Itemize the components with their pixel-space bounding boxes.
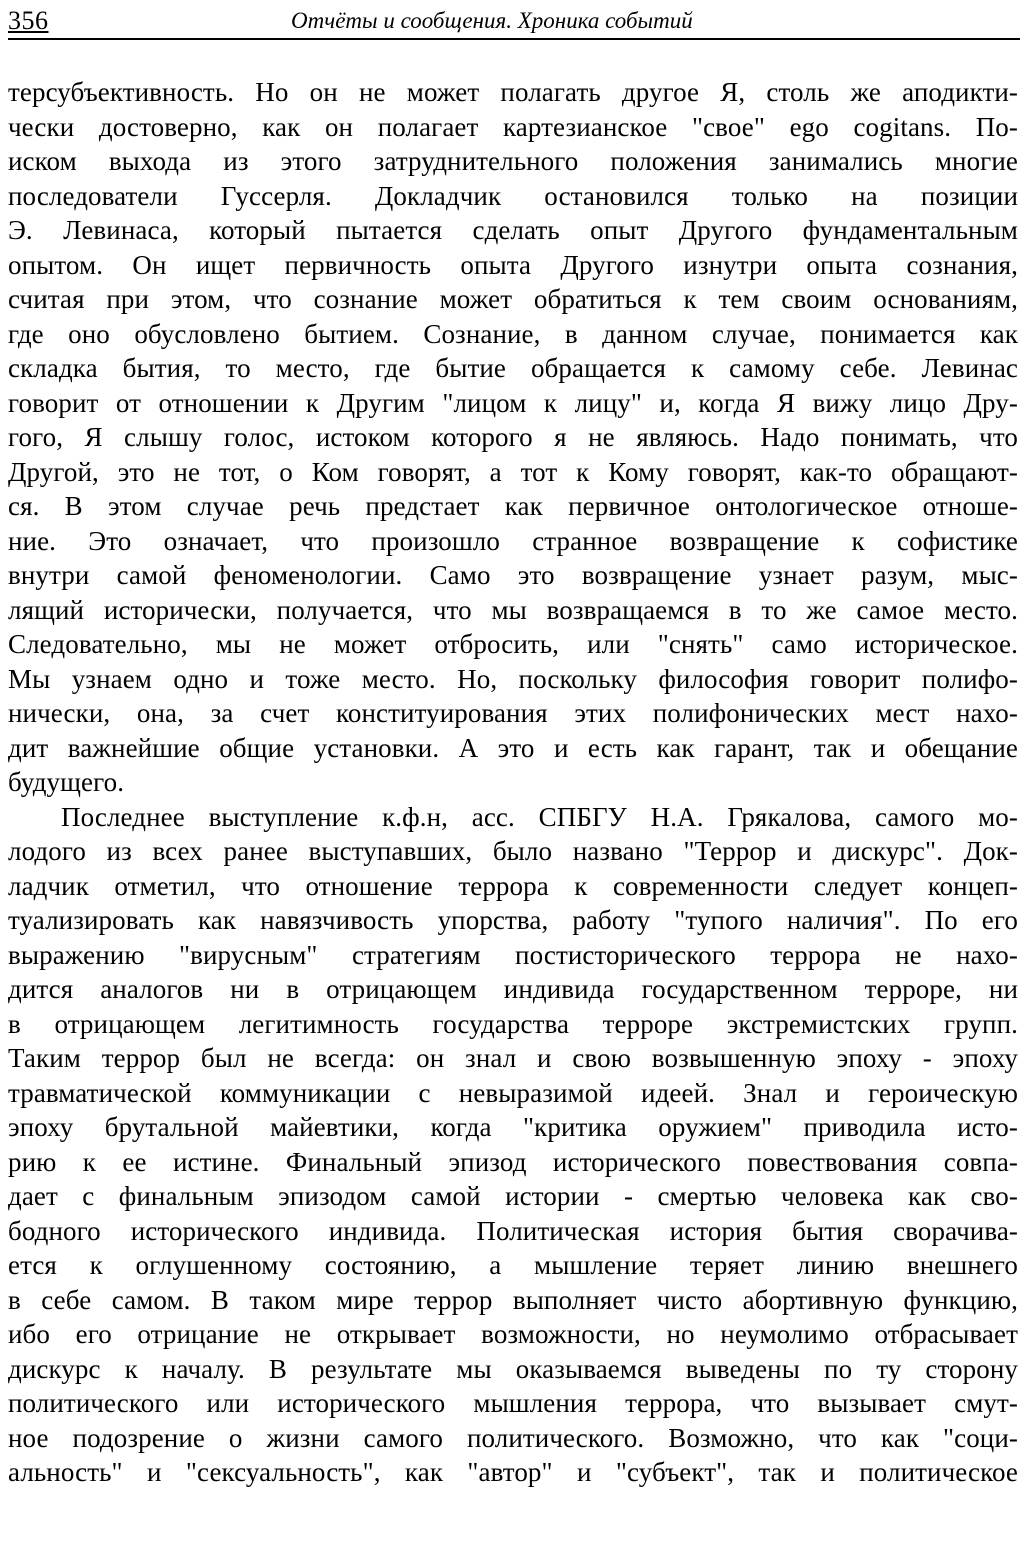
text-line: ибо его отрицание не открывает возможности, но неумолимо отбрасывает: [8, 1319, 1018, 1349]
text-line: дает с финальным эпизодом самой истории - смертью человека как сво-: [8, 1181, 1018, 1211]
text-line: политического или исторического мышления террора, что вызывает смут-: [8, 1388, 1018, 1418]
text-line: терсубъективность. Но он не может полагать другое Я, столь же аподикти-: [8, 77, 1018, 107]
page-number: 356: [8, 6, 49, 35]
text-line: Таким террор был не всегда: он знал и свою возвышенную эпоху - эпоху: [8, 1043, 1018, 1073]
text-line: Другой, это не тот, о Ком говорят, а тот к Кому говорят, как-то обращают-: [8, 456, 1018, 487]
text-line: нически, она, за счет конституирования этих полифонических мест нахо-: [8, 698, 1018, 728]
text-line: Последнее выступление к.ф.н, асс. СПБГУ Н.А. Грякалова, самого мо-: [61, 801, 1018, 832]
text-line: ется к оглушенному состоянию, а мышление теряет линию внешнего: [8, 1250, 1018, 1280]
text-line: ладчик отметил, что отношение террора к современности следует концеп-: [8, 870, 1018, 901]
text-line: эпоху брутальной майевтики, когда "критика оружием" приводила исто-: [8, 1112, 1018, 1142]
text-line: туализировать как навязчивость упорства, работу "тупого наличия". По его: [8, 905, 1018, 935]
text-line: Мы узнаем одно и тоже место. Но, поскольку философия говорит полифо-: [8, 663, 1018, 694]
text-line: в себе самом. В таком мире террор выполняет чисто абортивную функцию,: [8, 1284, 1018, 1315]
text-line: внутри самой феноменологии. Само это возвращение узнает разум, мыс-: [8, 560, 1018, 590]
text-line: лодого из всех ранее выступавших, было названо "Террор и дискурс". Док-: [8, 836, 1018, 866]
text-line: выражению "вирусным" стратегиям постисторического террора не нахо-: [8, 939, 1018, 970]
text-line: ся. В этом случае речь предстает как первичное онтологическое отноше-: [8, 491, 1018, 521]
text-line: Э. Левинаса, который пытается сделать опыт Другого фундаментальным: [8, 215, 1018, 245]
text-line: рию к ее истине. Финальный эпизод исторического повествования совпа-: [8, 1146, 1018, 1177]
text-line: ние. Это означает, что произошло странное возвращение к софистике: [8, 525, 1018, 556]
text-line: опытом. Он ищет первичность опыта Другого изнутри опыта сознания,: [8, 249, 1018, 280]
text-line: бодного исторического индивида. Политическая история бытия сворачива-: [8, 1215, 1018, 1246]
text-line: говорит от отношении к Другим "лицом к лицу" и, когда Я вижу лицо Дру-: [8, 387, 1018, 418]
text-line: в отрицающем легитимность государства терроре экстремистских групп.: [8, 1008, 1018, 1039]
text-line: будущего.: [8, 767, 125, 797]
text-line: последователи Гуссерля. Докладчик остановился только на позиции: [8, 180, 1018, 211]
text-line: считая при этом, что сознание может обратиться к тем своим основаниям,: [8, 284, 1018, 314]
text-line: где оно обусловлено бытием. Сознание, в данном случае, понимается как: [8, 318, 1018, 349]
text-line: чески достоверно, как он полагает картезианское "свое" ego cogitans. По-: [8, 111, 1018, 142]
text-line: травматической коммуникации с невыразимой идеей. Знал и героическую: [8, 1077, 1018, 1108]
text-line: Следовательно, мы не может отбросить, или "снять" само историческое.: [8, 629, 1018, 659]
text-line: ное подозрение о жизни самого политического. Возможно, что как "соци-: [8, 1422, 1018, 1453]
running-header: [8, 4, 1020, 40]
text-line: гого, Я слышу голос, истоком которого я не являюсь. Надо понимать, что: [8, 422, 1018, 452]
text-line: дит важнейшие общие установки. А это и есть как гарант, так и обещание: [8, 732, 1018, 763]
text-line: складка бытия, то место, где бытие обращается к самому себе. Левинас: [8, 353, 1018, 383]
section-title: Отчёты и сообщения. Хроника событий: [291, 8, 693, 33]
text-line: иском выхода из этого затруднительного положения занимались многие: [8, 146, 1018, 176]
text-line: альность" и "сексуальность", как "автор" и "субъект", так и политическое: [8, 1457, 1018, 1487]
text-line: лящий исторически, получается, что мы возвращаемся в то же самое место.: [8, 594, 1018, 625]
body-text: [8, 75, 1018, 1490]
text-line: дится аналогов ни в отрицающем индивида государственном терроре, ни: [8, 974, 1018, 1004]
text-line: дискурс к началу. В результате мы оказываемся выведены по ту сторону: [8, 1353, 1018, 1384]
